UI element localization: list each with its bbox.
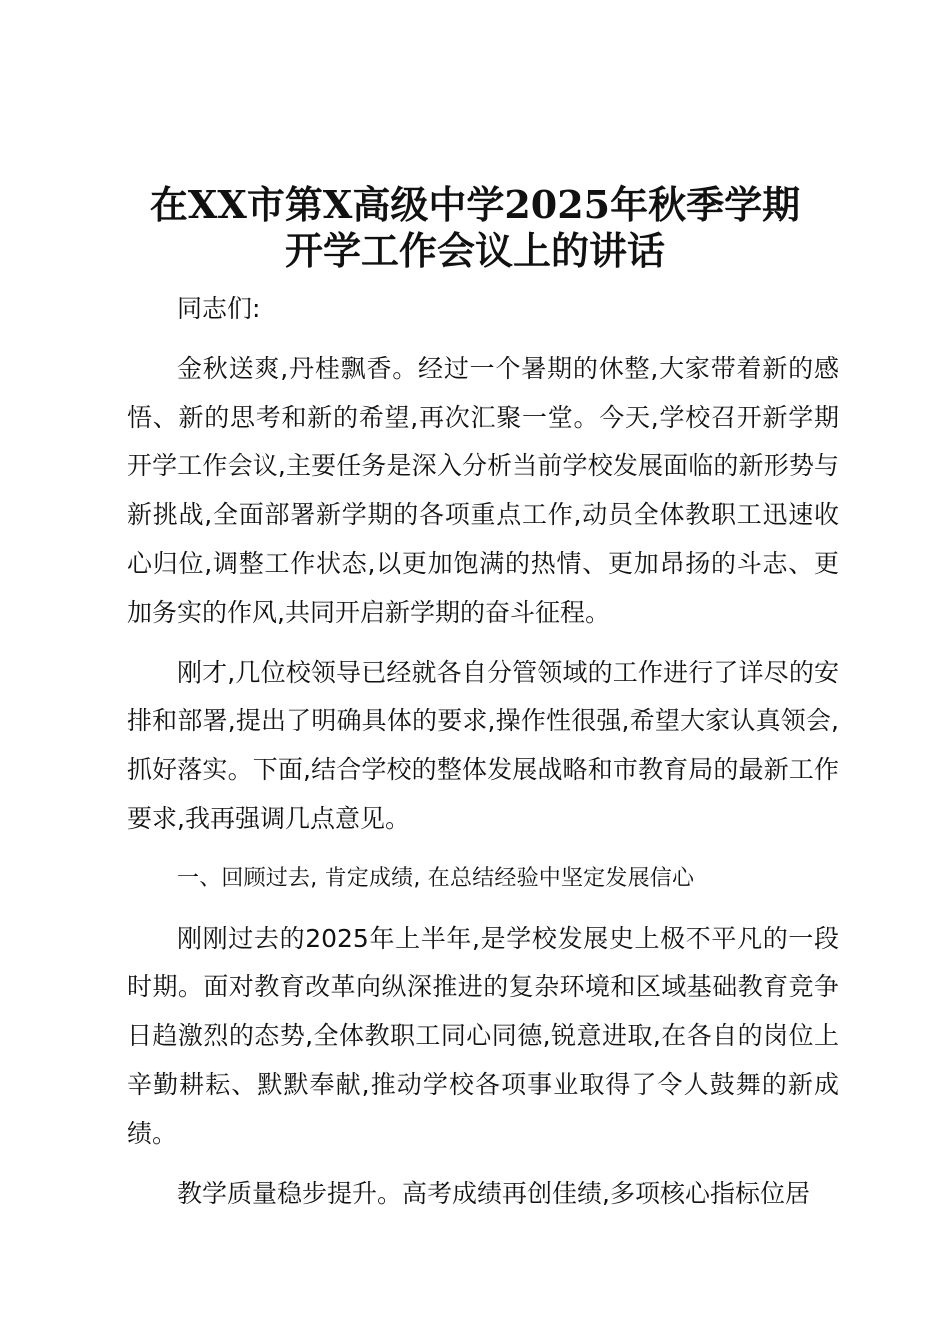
paragraph-teaching-quality: 教学质量稳步提升。高考成绩再创佳绩,多项核心指标位居: [177, 1178, 810, 1208]
document-title-line-1: 在XX市第X高级中学2025年秋季学期: [149, 182, 801, 227]
section-heading: 一、回顾过去, 肯定成绩, 在总结经验中坚定发展信心: [177, 865, 695, 891]
paragraph-review: 刚刚过去的2025年上半年,是学校发展史上极不平凡的一段时期。面对教育改革向纵深推进的复杂环境和区域基础教育竞争日趋激烈的态势,全体教职工同心同德,锐意进取,在各自的岗位上辛勤耕耘、默默奉献,推动学校各项事业取得了令人鼓舞的新成绩。: [127, 923, 839, 1148]
paragraph-arrangement: 刚才,几位校领导已经就各自分管领域的工作进行了详尽的安排和部署,提出了明确具体的要求,操作性很强,希望大家认真领会,抓好落实。下面,结合学校的整体发展战略和市教育局的最新工作要求,我再强调几点意见。: [127, 657, 839, 833]
document-body: [127, 285, 839, 1218]
document-title-line-2: 开学工作会议上的讲话: [284, 228, 665, 273]
salutation: 同志们:: [177, 294, 261, 323]
paragraph-opening: 金秋送爽,丹桂飘香。经过一个暑期的休整,大家带着新的感悟、新的思考和新的希望,再次汇聚一堂。今天,学校召开新学期开学工作会议,主要任务是深入分析当前学校发展面临的新形势与新挑战,全面部署新学期的各项重点工作,动员全体教职工迅速收心归位,调整工作状态,以更加饱满的热情、更加昂扬的斗志、更加务实的作风,共同开启新学期的奋斗征程。: [127, 353, 839, 627]
